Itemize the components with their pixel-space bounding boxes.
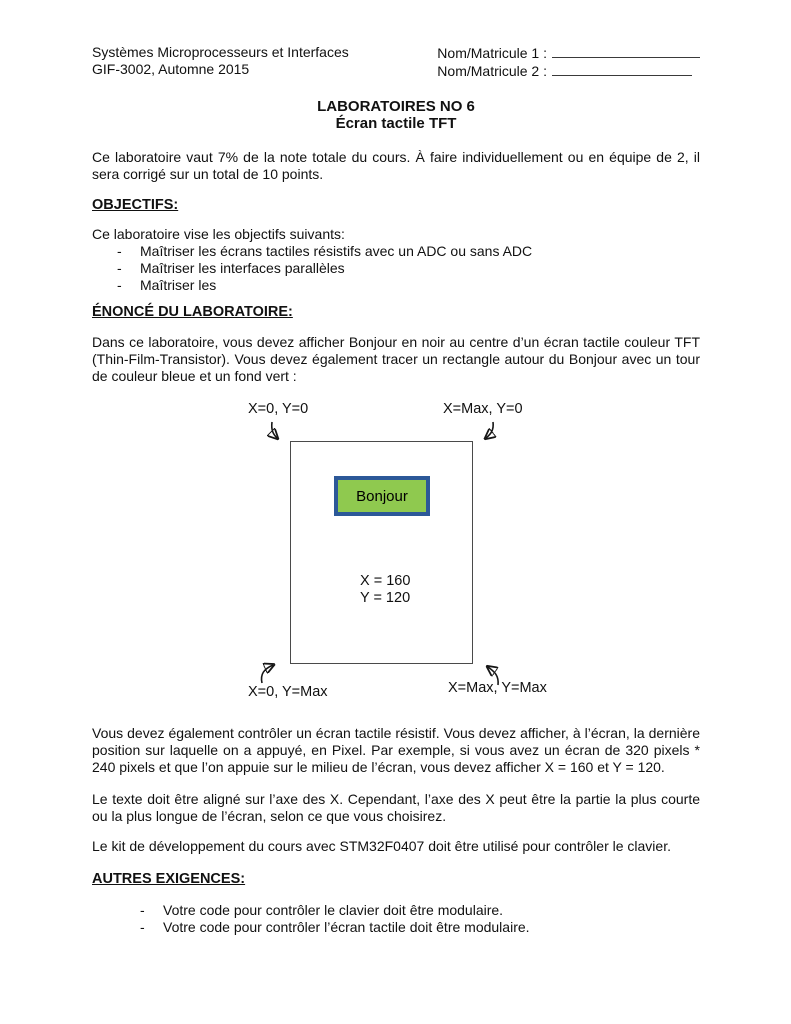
name-fields	[437, 44, 700, 80]
objectifs-list	[92, 243, 700, 294]
resistive-paragraph: Vous devez également contrôler un écran tactile résistif. Vous devez afficher, à l’écran, la dernière position sur laquelle on a appuyé, en Pixel. Par exemple, si vous avez un écran de 320 pixels * 240 pixels et que l’on appuie sur le milieu de l’écran, vous devez afficher X = 160 et Y = 120.	[92, 725, 700, 775]
objectifs-heading: OBJECTIFS:	[92, 197, 179, 213]
name-field-2	[437, 62, 700, 80]
name-field-2-label: Nom/Matricule 2 :	[437, 63, 547, 79]
corner-label-bottom-right: X=Max, Y=Max	[448, 680, 547, 696]
corner-label-bottom-left: X=0, Y=Max	[248, 684, 328, 700]
screen-diagram	[92, 397, 700, 709]
center-coordinates	[360, 573, 410, 607]
course-title: Systèmes Microprocesseurs et Interfaces	[92, 44, 349, 60]
name-field-2-blank	[552, 62, 692, 76]
list-item: - Maîtriser les interfaces parallèles	[92, 260, 700, 277]
enonce-paragraph: Dans ce laboratoire, vous devez afficher Bonjour en noir au centre d’un écran tactile couleur TFT (Thin-Film-Transistor). Vous devez également tracer un rectangle autour du Bonjour avec un tour de couleur bleue et un fond vert :	[92, 334, 700, 384]
document-title	[92, 98, 700, 132]
document-title-line2: Écran tactile TFT	[335, 115, 457, 132]
coord-y: Y = 120	[360, 590, 411, 606]
list-item: - Maîtriser les	[92, 277, 700, 294]
corner-label-top-right: X=Max, Y=0	[443, 401, 523, 417]
arrow-top-left-icon	[272, 422, 277, 438]
list-item: - Votre code pour contrôler l’écran tactile doit être modulaire.	[92, 919, 700, 936]
page-header	[92, 44, 700, 80]
name-field-1-blank	[552, 44, 700, 58]
tft-screen-rect	[290, 441, 473, 664]
enonce-heading: ÉNONCÉ DU LABORATOIRE:	[92, 304, 293, 320]
objectifs-lead: Ce laboratoire vise les objectifs suivants:	[92, 226, 345, 242]
bonjour-box	[334, 476, 430, 516]
coord-x: X = 160	[360, 573, 411, 589]
name-field-1	[437, 44, 700, 62]
corner-label-top-left: X=0, Y=0	[248, 401, 309, 417]
course-code: GIF-3002, Automne 2015	[92, 61, 250, 77]
exigences-list	[92, 902, 700, 936]
alignment-paragraph: Le texte doit être aligné sur l’axe des X. Cependant, l’axe des X peut être la partie la plus courte ou la plus longue de l’écran, selon ce que vous choisirez.	[92, 791, 700, 824]
list-item: - Maîtriser les écrans tactiles résistifs avec un ADC ou sans ADC	[92, 243, 700, 260]
intro-paragraph: Ce laboratoire vaut 7% de la note totale du cours. À faire individuellement ou en équipe de 2, il sera corrigé sur un total de 10 points.	[92, 149, 700, 182]
exigences-heading: AUTRES EXIGENCES:	[92, 871, 246, 887]
document-title-line1: LABORATOIRES NO 6	[317, 98, 475, 115]
list-item: - Votre code pour contrôler le clavier doit être modulaire.	[92, 902, 700, 919]
kit-paragraph: Le kit de développement du cours avec STM32F0407 doit être utilisé pour contrôler le clavier.	[92, 838, 671, 854]
bonjour-label: Bonjour	[356, 487, 408, 505]
course-info	[92, 44, 349, 78]
arrow-top-right-icon	[486, 422, 493, 438]
name-field-1-label: Nom/Matricule 1 :	[437, 45, 547, 61]
arrow-bottom-left-icon	[261, 665, 273, 683]
